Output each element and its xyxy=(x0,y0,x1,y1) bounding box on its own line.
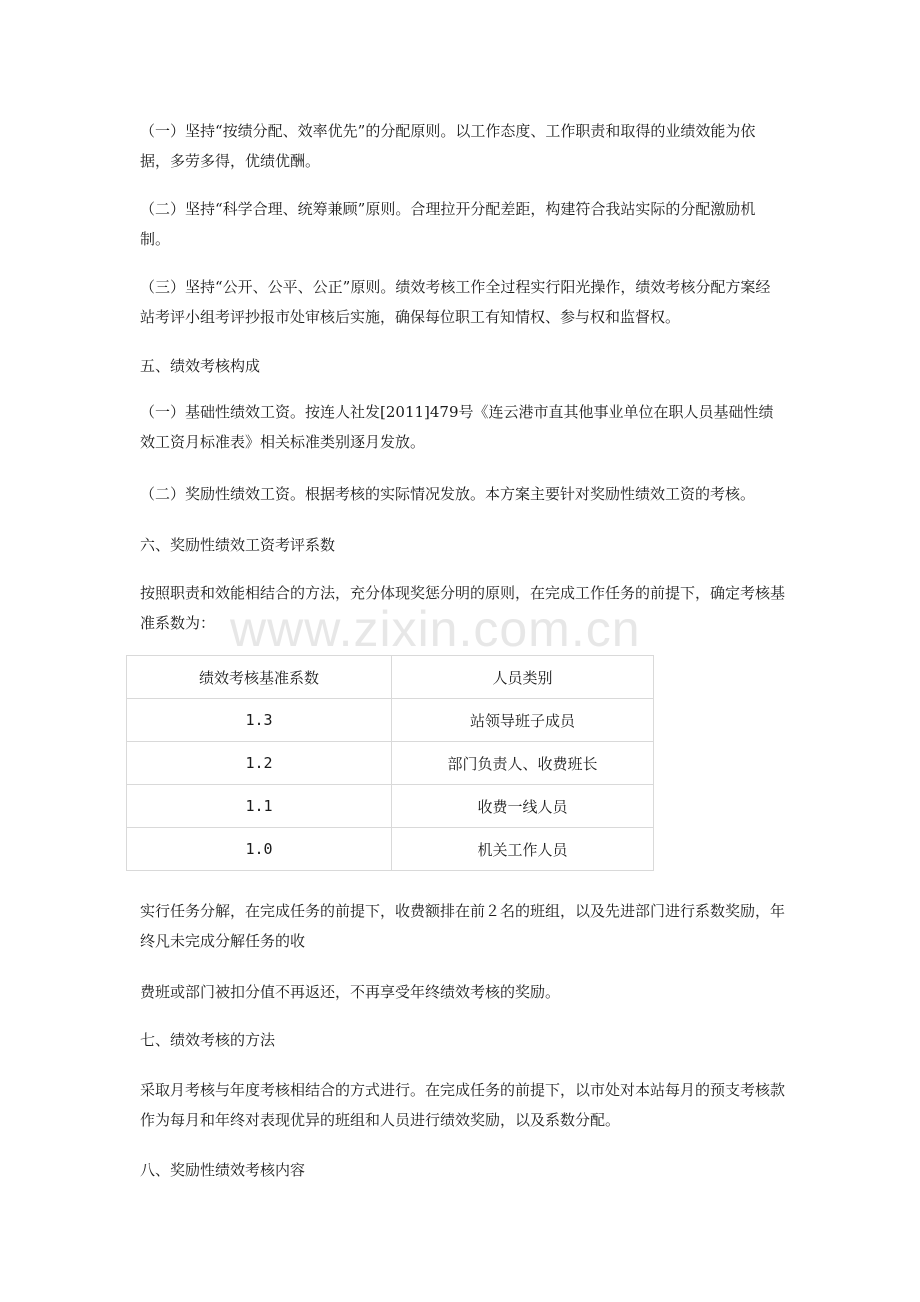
table-header-row xyxy=(127,656,654,699)
table-cell-coefficient: 1.3 xyxy=(127,699,392,742)
table-header-cell: 绩效考核基准系数 xyxy=(127,656,392,699)
paragraph-method: 采取月考核与年度考核相结合的方式进行。在完成任务的前提下，以市处对本站每月的预支考核款作为每月和年终对表现优异的班组和人员进行绩效奖励，以及系数分配。 xyxy=(140,1081,786,1129)
paragraph-incentive-pay: （二）奖励性绩效工资。根据考核的实际情况发放。本方案主要针对奖励性绩效工资的考核。 xyxy=(140,485,756,503)
heading-section-7: 七、绩效考核的方法 xyxy=(140,1031,276,1049)
heading-section-5: 五、绩效考核构成 xyxy=(140,357,261,375)
watermark: www.zixin.com.cn xyxy=(230,601,641,657)
coefficient-table xyxy=(126,655,654,871)
paragraph-principle-3: （三）坚持“公开、公平、公正”原则。绩效考核工作全过程实行阳光操作，绩效考核分配方案经站考评小组考评抄报市处审核后实施，确保每位职工有知情权、参与权和监督权。 xyxy=(140,278,771,326)
table-row xyxy=(127,828,654,871)
paragraph-principle-2: （二）坚持“科学合理、统筹兼顾”原则。合理拉开分配差距，构建符合我站实际的分配激励机制。 xyxy=(140,200,756,248)
table-cell-category: 收费一线人员 xyxy=(392,785,654,828)
paragraph-coefficient-intro: 按照职责和效能相结合的方法，充分体现奖惩分明的原则，在完成工作任务的前提下，确定考核基准系数为： xyxy=(140,584,786,632)
table-header-cell: 人员类别 xyxy=(392,656,654,699)
table-cell-category: 站领导班子成员 xyxy=(392,699,654,742)
table-row xyxy=(127,742,654,785)
table-row xyxy=(127,699,654,742)
paragraph-basic-pay: （一）基础性绩效工资。按连人社发[2011]479号《连云港市直其他事业单位在职人员基础性绩效工资月标准表》相关标准类别逐月发放。 xyxy=(140,403,774,451)
paragraph-deduction: 费班或部门被扣分值不再返还，不再享受年终绩效考核的奖励。 xyxy=(140,983,561,1001)
table-row xyxy=(127,785,654,828)
paragraph-principle-1: （一）坚持“按绩分配、效率优先”的分配原则。以工作态度、工作职责和取得的业绩效能为依据，多劳多得，优绩优酬。 xyxy=(140,122,756,170)
table-cell-category: 部门负责人、收费班长 xyxy=(392,742,654,785)
heading-section-8: 八、奖励性绩效考核内容 xyxy=(140,1161,306,1179)
table-cell-coefficient: 1.2 xyxy=(127,742,392,785)
table-cell-coefficient: 1.1 xyxy=(127,785,392,828)
paragraph-task-decomposition: 实行任务分解，在完成任务的前提下，收费额排在前２名的班组，以及先进部门进行系数奖励，年终凡未完成分解任务的收 xyxy=(140,902,786,950)
heading-section-6: 六、奖励性绩效工资考评系数 xyxy=(140,536,336,554)
table-cell-coefficient: 1.0 xyxy=(127,828,392,871)
table-cell-category: 机关工作人员 xyxy=(392,828,654,871)
